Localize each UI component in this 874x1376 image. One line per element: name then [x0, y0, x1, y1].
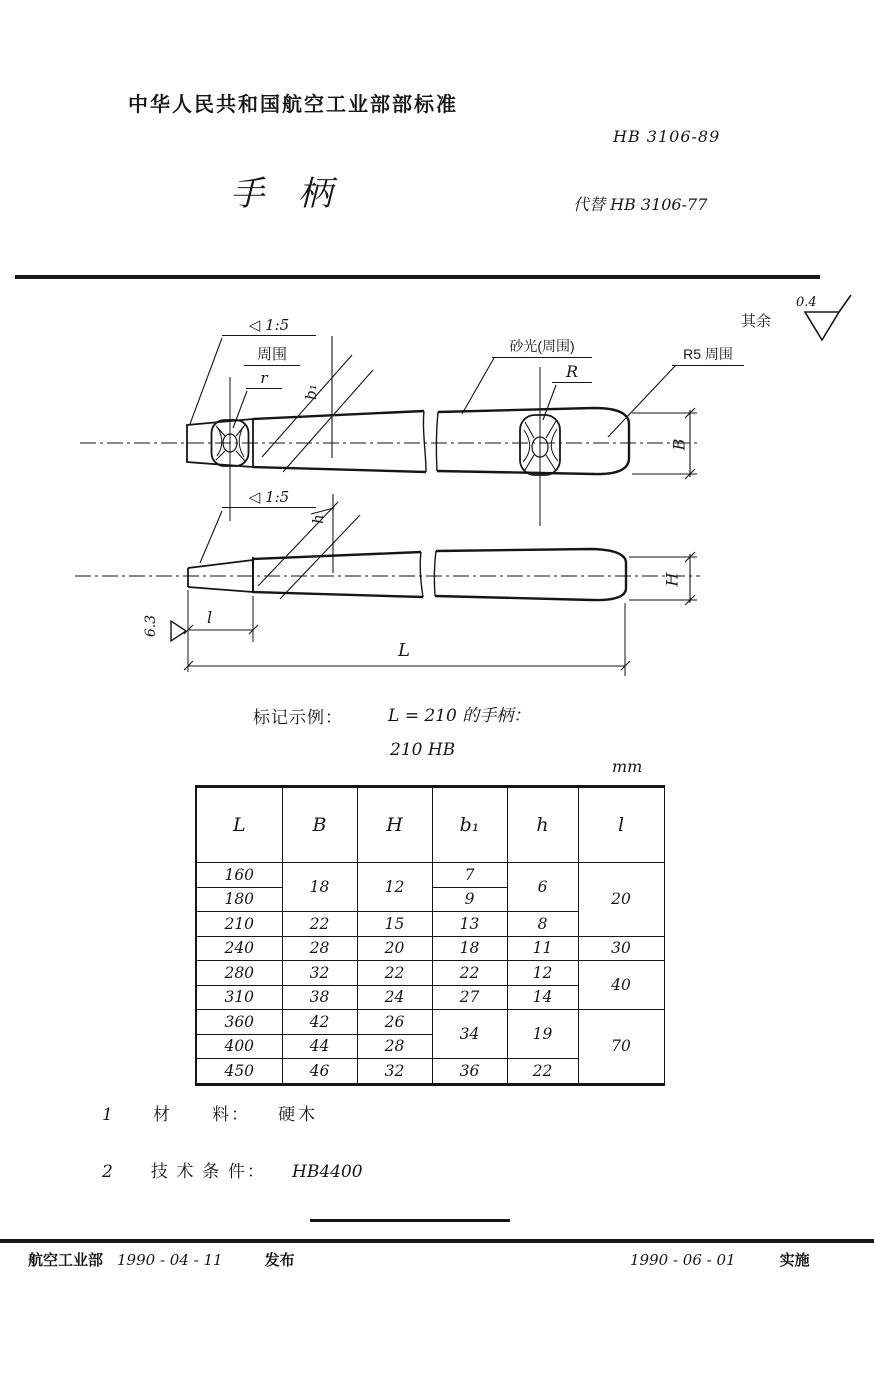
around-label-top: 周围	[244, 343, 300, 366]
r-radius-label: r	[246, 369, 282, 389]
table-cell: 160	[196, 863, 282, 888]
table-cell: 38	[282, 985, 357, 1010]
table-cell: 70	[578, 1010, 664, 1085]
big-r-label: R	[552, 362, 592, 383]
table-cell: 22	[282, 912, 357, 937]
table-cell: 22	[432, 961, 507, 986]
footer-issue	[28, 1249, 295, 1270]
table-cell: 22	[357, 961, 432, 986]
note-label: 材 料：	[152, 1105, 251, 1124]
table-cell: 28	[282, 936, 357, 961]
table-cell: 240	[196, 936, 282, 961]
l-dim-label: l	[207, 608, 213, 627]
designation-prefix: 标记示例：	[253, 708, 343, 727]
note-material	[102, 1100, 318, 1125]
col-header-H: H	[357, 787, 432, 863]
footer-implementation	[630, 1249, 810, 1270]
col-header-b1: b₁	[432, 787, 507, 863]
footer-divider	[0, 1239, 874, 1243]
table-row	[196, 961, 664, 986]
table-cell: 12	[507, 961, 578, 986]
table-cell: 32	[357, 1059, 432, 1085]
table-cell: 14	[507, 985, 578, 1010]
note-number: 2	[102, 1162, 113, 1182]
implementation-word: 实施	[779, 1252, 810, 1269]
table-row	[196, 936, 664, 961]
taper-label-side: ◁ 1:5	[222, 488, 316, 508]
table-cell: 13	[432, 912, 507, 937]
table-cell: 9	[432, 887, 507, 912]
table-cell: 11	[507, 936, 578, 961]
roughness-63-label: 6.3	[143, 614, 160, 638]
issuing-org: 航空工业部	[28, 1252, 104, 1269]
dimension-table	[195, 785, 665, 1086]
taper-label-top: ◁ 1:5	[222, 316, 316, 336]
table-cell: 18	[432, 936, 507, 961]
table-cell: 7	[432, 863, 507, 888]
table-unit-label: mm	[612, 757, 643, 776]
table-cell: 6	[507, 863, 578, 912]
note-tech-conditions	[102, 1157, 363, 1182]
table-header-row	[196, 787, 664, 863]
h-cap-dim-label: H	[662, 572, 682, 587]
note-value: 硬木	[278, 1105, 319, 1124]
table-cell: 210	[196, 912, 282, 937]
table-cell: 360	[196, 1010, 282, 1035]
table-cell: 19	[507, 1010, 578, 1059]
table-cell: 27	[432, 985, 507, 1010]
issue-word: 发布	[264, 1252, 295, 1269]
rest-roughness-value: 0.4	[796, 295, 817, 310]
note-value: HB4400	[292, 1162, 363, 1182]
note-number: 1	[102, 1105, 113, 1125]
table-cell: 20	[578, 863, 664, 937]
table-cell: 40	[578, 961, 664, 1010]
sanding-label: 砂光(周围)	[492, 336, 592, 358]
note-label: 技 术 条 件：	[150, 1162, 266, 1181]
page-title: 手 柄	[230, 174, 332, 214]
table-cell: 26	[357, 1010, 432, 1035]
issue-date: 1990 - 04 - 11	[117, 1251, 223, 1269]
col-header-l: l	[578, 787, 664, 863]
table-row	[196, 1010, 664, 1035]
table-cell: 180	[196, 887, 282, 912]
table-cell: 24	[357, 985, 432, 1010]
implementation-date: 1990 - 06 - 01	[630, 1251, 736, 1269]
table-cell: 28	[357, 1034, 432, 1059]
rest-surfaces-label: 其余	[741, 313, 772, 330]
designation-example: L = 210 的手柄：	[388, 706, 531, 726]
h-dim-label: h	[308, 514, 327, 524]
table-cell: 310	[196, 985, 282, 1010]
col-header-B: B	[282, 787, 357, 863]
table-cell: 8	[507, 912, 578, 937]
designation-result: 210 HB	[390, 740, 456, 760]
b1-dim-label: b₁	[301, 384, 320, 400]
table-cell: 12	[357, 863, 432, 912]
table-row	[196, 863, 664, 888]
table-cell: 18	[282, 863, 357, 912]
table-cell: 44	[282, 1034, 357, 1059]
table-cell: 32	[282, 961, 357, 986]
table-cell: 34	[432, 1010, 507, 1059]
table-cell: 450	[196, 1059, 282, 1085]
table-cell: 400	[196, 1034, 282, 1059]
table-cell: 20	[357, 936, 432, 961]
end-of-text-line	[310, 1219, 510, 1222]
replaces-note: 代替 HB 3106-77	[573, 195, 708, 214]
r5-around-label: R5 周围	[672, 344, 744, 366]
table-cell: 280	[196, 961, 282, 986]
big-l-dim-label: L	[398, 640, 410, 661]
col-header-L: L	[196, 787, 282, 863]
table-cell: 15	[357, 912, 432, 937]
standard-body-title: 中华人民共和国航空工业部部标准	[128, 94, 458, 116]
table-cell: 30	[578, 936, 664, 961]
table-cell: 36	[432, 1059, 507, 1085]
col-header-h: h	[507, 787, 578, 863]
b-dim-label: B	[669, 438, 689, 451]
table-cell: 46	[282, 1059, 357, 1085]
standard-number: HB 3106-89	[613, 127, 721, 146]
table-cell: 42	[282, 1010, 357, 1035]
table-cell: 22	[507, 1059, 578, 1085]
